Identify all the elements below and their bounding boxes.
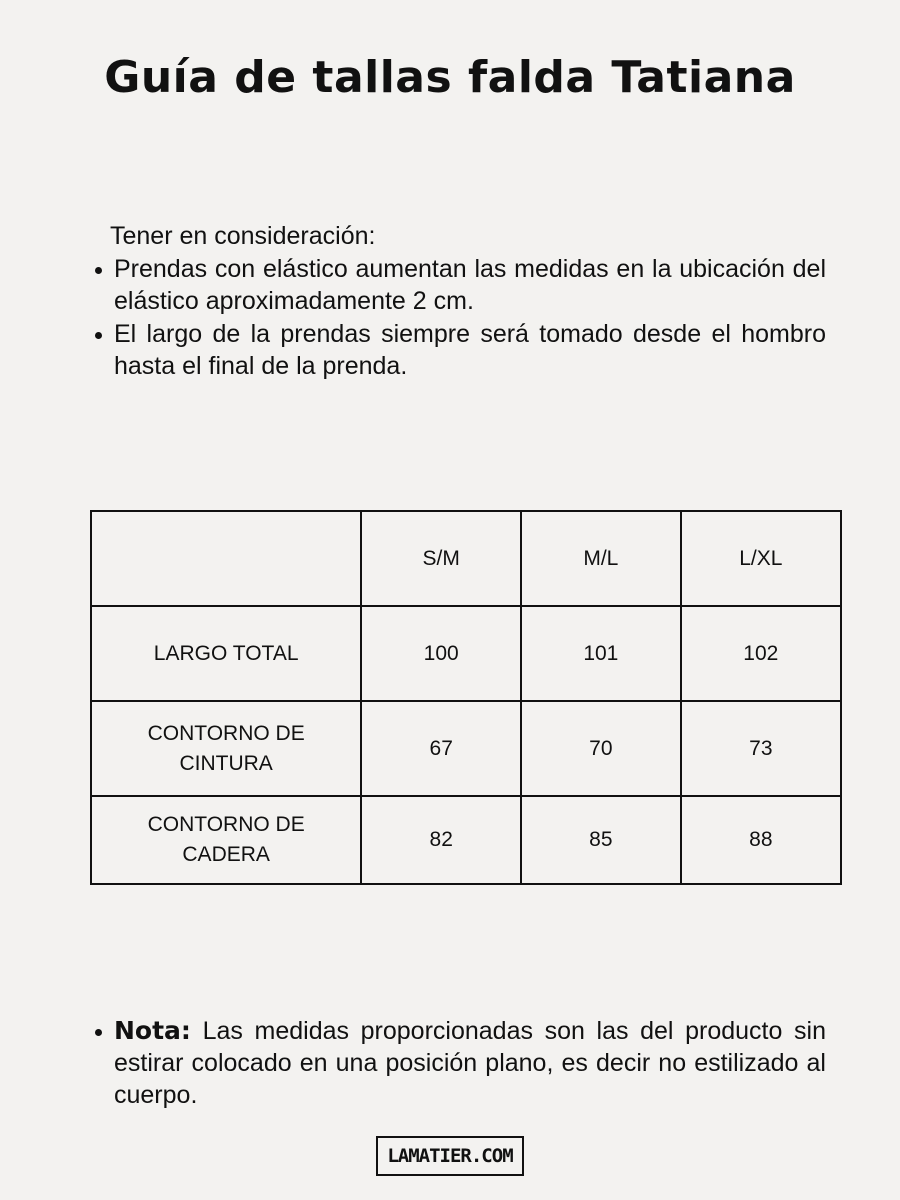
table-cell: 102 [681,606,841,701]
table-row [91,796,841,884]
list-item: Prendas con elástico aumentan las medidas en la ubicación del elástico aproximadamente 2 cm. [90,253,826,317]
size-table [90,510,842,885]
list-item: El largo de la prendas siempre será tomado desde el hombro hasta el final de la prenda. [90,318,826,382]
table-cell: 101 [521,606,681,701]
note-label: Nota: [114,1016,191,1045]
note-item [90,1015,826,1111]
table-cell: 82 [361,796,521,884]
considerations-list [90,253,826,382]
table-header-row [91,511,841,606]
table-cell: 67 [361,701,521,796]
note-text: Las medidas proporcionadas son las del producto sin estirar colocado en una posición plano, es decir no estilizado al cuerpo. [114,1017,826,1109]
table-cell: 70 [521,701,681,796]
table-cell: 100 [361,606,521,701]
note-list [90,1015,826,1111]
row-label: CONTORNO DE CADERA [91,796,361,884]
header-cell-empty [91,511,361,606]
header-cell-sm: S/M [361,511,521,606]
considerations-heading: Tener en consideración: [110,222,376,250]
table-row [91,606,841,701]
row-label: CONTORNO DE CINTURA [91,701,361,796]
header-cell-lxl: L/XL [681,511,841,606]
table-row [91,701,841,796]
table-cell: 85 [521,796,681,884]
considerations-section [90,220,826,382]
page-title: Guía de tallas falda Tatiana [104,52,796,103]
table-cell: 73 [681,701,841,796]
note-section [90,1014,826,1111]
brand-logo: LAMATIER.COM [376,1136,524,1176]
row-label: LARGO TOTAL [91,606,361,701]
table-cell: 88 [681,796,841,884]
header-cell-ml: M/L [521,511,681,606]
